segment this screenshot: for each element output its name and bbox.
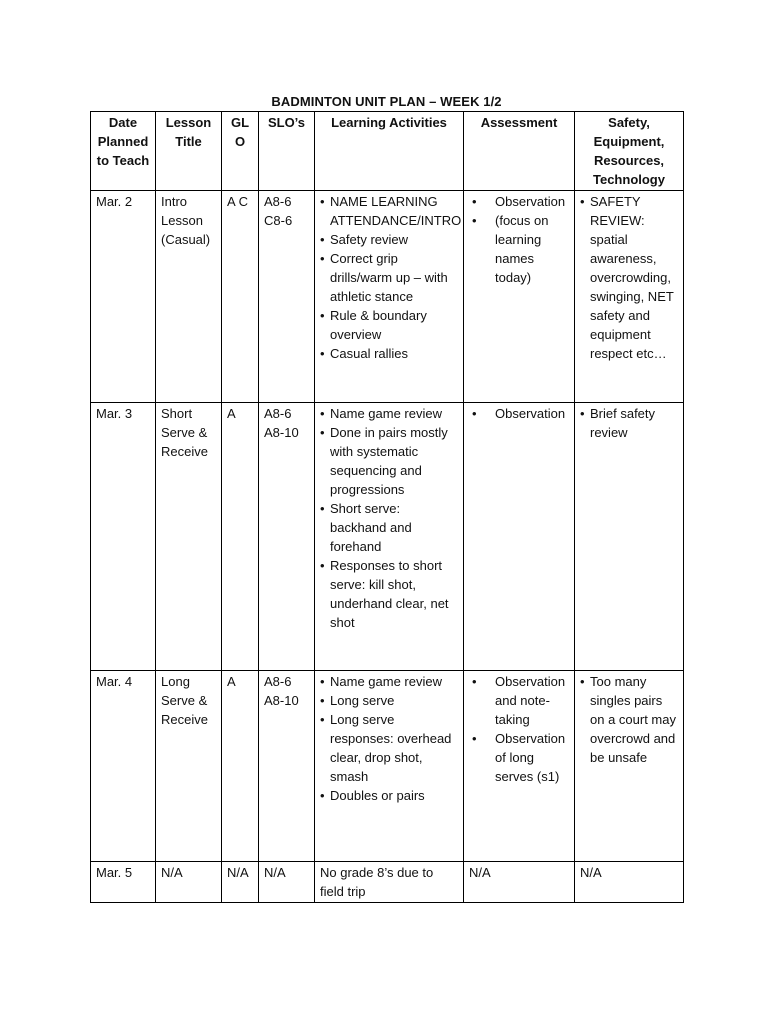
cell-glo: A [222, 403, 259, 671]
list-item: • Observation [469, 192, 570, 211]
cell-date: Mar. 4 [91, 671, 156, 862]
list-item: • SAFETY REVIEW: spatial awareness, overcrowding, swinging, NET safety and equipment respect etc… [580, 192, 679, 363]
table-row [91, 671, 684, 862]
cell-safety [575, 671, 684, 862]
cell-slos: A8-6 C8-6 [259, 191, 315, 403]
header-safety: Safety, Equipment, Resources, Technology [575, 112, 684, 191]
list-item: • Too many singles pairs on a court may overcrowd and be unsafe [580, 672, 679, 767]
cell-assessment: N/A [464, 862, 575, 903]
cell-learning-activities [315, 403, 464, 671]
header-lesson-title: Lesson Title [156, 112, 222, 191]
list-item: • Rule & boundary overview [320, 306, 459, 344]
cell-slos: N/A [259, 862, 315, 903]
list-item: • Name game review [320, 404, 459, 423]
page-title: BADMINTON UNIT PLAN – WEEK 1/2 [271, 94, 502, 109]
cell-lesson-title: N/A [156, 862, 222, 903]
table-row [91, 862, 684, 903]
list-item: • Observation of long serves (s1) [469, 729, 570, 786]
cell-slos: A8-6 A8-10 [259, 671, 315, 862]
cell-lesson-title: Long Serve & Receive [156, 671, 222, 862]
list-item: • Short serve: backhand and forehand [320, 499, 459, 556]
cell-glo: N/A [222, 862, 259, 903]
list-item: • Correct grip drills/warm up – with athletic stance [320, 249, 459, 306]
header-learning-activities: Learning Activities [315, 112, 464, 191]
cell-assessment [464, 671, 575, 862]
list-item: • Safety review [320, 230, 459, 249]
cell-slos: A8-6 A8-10 [259, 403, 315, 671]
header-assessment: Assessment [464, 112, 575, 191]
cell-learning-activities [315, 191, 464, 403]
list-item: • Brief safety review [580, 404, 679, 442]
list-item: • Long serve [320, 691, 459, 710]
cell-lesson-title: Intro Lesson (Casual) [156, 191, 222, 403]
cell-assessment [464, 403, 575, 671]
list-item: • (focus on learning names today) [469, 211, 570, 287]
header-glo: GL O [222, 112, 259, 191]
header-slos: SLO’s [259, 112, 315, 191]
list-item: • Name game review [320, 672, 459, 691]
cell-glo: A [222, 671, 259, 862]
table-row [91, 403, 684, 671]
cell-safety [575, 403, 684, 671]
cell-safety [575, 191, 684, 403]
cell-date: Mar. 2 [91, 191, 156, 403]
cell-lesson-title: Short Serve & Receive [156, 403, 222, 671]
list-item: • Casual rallies [320, 344, 459, 363]
list-item: • Observation [469, 404, 570, 423]
cell-assessment [464, 191, 575, 403]
unit-plan-table [90, 111, 684, 903]
cell-date: Mar. 3 [91, 403, 156, 671]
list-item: • Observation and note-taking [469, 672, 570, 729]
list-item: • Doubles or pairs [320, 786, 459, 805]
cell-safety: N/A [575, 862, 684, 903]
list-item: • Long serve responses: overhead clear, drop shot, smash [320, 710, 459, 786]
header-date: Date Planned to Teach [91, 112, 156, 191]
header-row [91, 112, 684, 191]
list-item: • Done in pairs mostly with systematic sequencing and progressions [320, 423, 459, 499]
cell-learning-activities [315, 671, 464, 862]
cell-learning-activities: No grade 8’s due to field trip [315, 862, 464, 903]
cell-glo: A C [222, 191, 259, 403]
list-item: • Responses to short serve: kill shot, underhand clear, net shot [320, 556, 459, 632]
cell-date: Mar. 5 [91, 862, 156, 903]
list-item: • NAME LEARNING ATTENDANCE/INTRO [320, 192, 459, 230]
table-row [91, 191, 684, 403]
